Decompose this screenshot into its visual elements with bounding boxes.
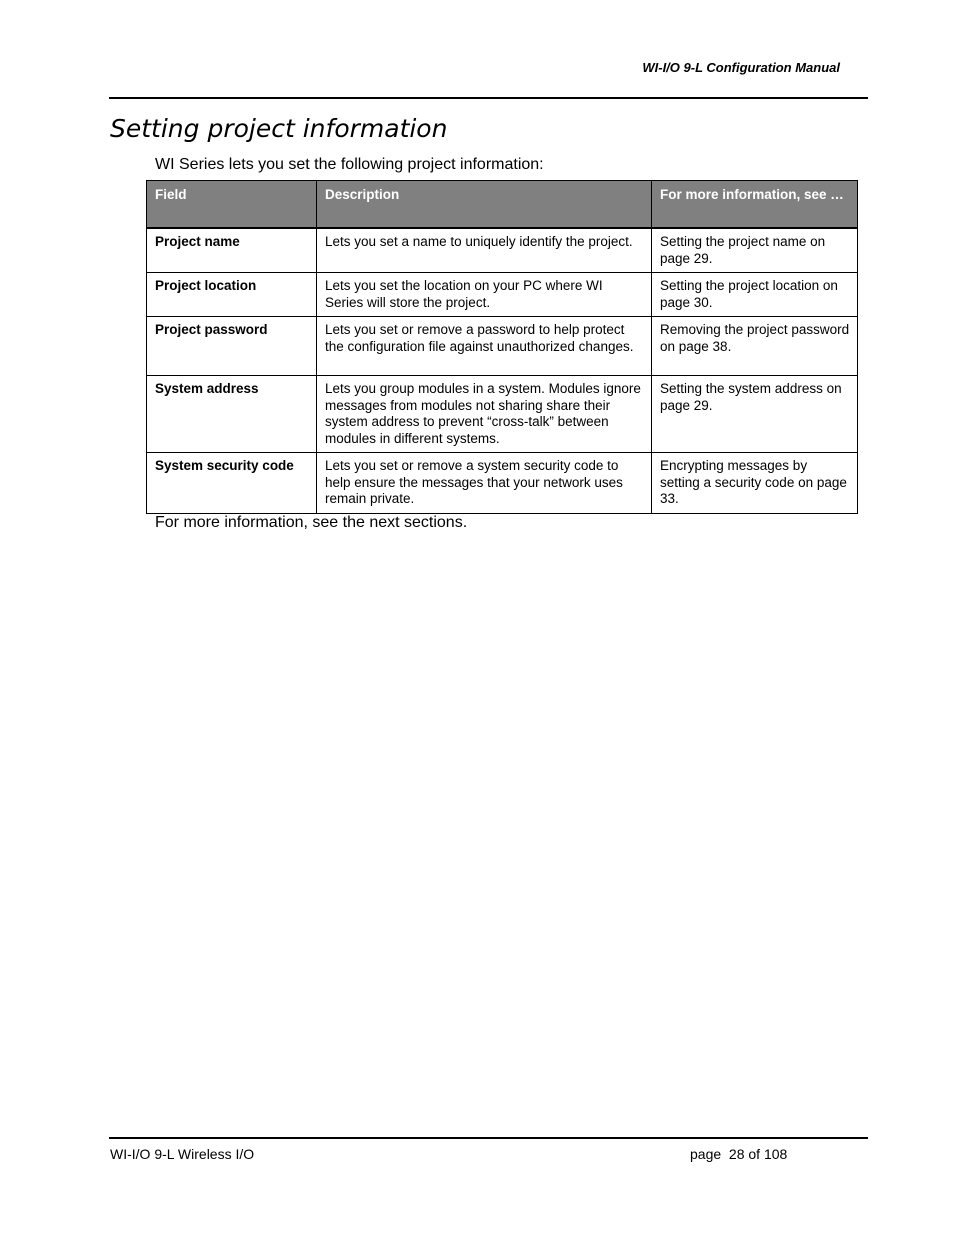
table-row — [147, 228, 858, 273]
footer-product-name: WI-I/O 9-L Wireless I/O — [110, 1146, 255, 1162]
column-header-more-info: For more information, see … — [652, 181, 858, 229]
field-cell: Project name — [147, 228, 317, 273]
table-row — [147, 376, 858, 453]
closing-paragraph: For more information, see the next sections. — [155, 514, 468, 531]
table-header-row — [147, 181, 858, 229]
column-header-description: Description — [317, 181, 652, 229]
footer-rule — [109, 1137, 868, 1139]
description-cell: Lets you group modules in a system. Modules ignore messages from modules not sharing share their system address to prevent “cross-talk” between modules in different systems. — [317, 376, 652, 453]
reference-cell: Setting the system address on page 29. — [652, 376, 858, 453]
table-row — [147, 273, 858, 317]
reference-cell: Encrypting messages by setting a security code on page 33. — [652, 453, 858, 514]
reference-cell: Removing the project password on page 38. — [652, 317, 858, 376]
field-cell: System security code — [147, 453, 317, 514]
column-header-field: Field — [147, 181, 317, 229]
project-info-table — [146, 180, 858, 514]
page-number: page 28 of 108 — [690, 1146, 788, 1162]
reference-cell: Setting the project location on page 30. — [652, 273, 858, 317]
field-cell: Project location — [147, 273, 317, 317]
intro-paragraph: WI Series lets you set the following project information: — [155, 156, 544, 173]
reference-cell: Setting the project name on page 29. — [652, 228, 858, 273]
description-cell: Lets you set or remove a system security code to help ensure the messages that your network uses remain private. — [317, 453, 652, 514]
description-cell: Lets you set the location on your PC where WI Series will store the project. — [317, 273, 652, 317]
description-cell: Lets you set or remove a password to help protect the configuration file against unauthorized changes. — [317, 317, 652, 376]
table-row — [147, 453, 858, 514]
running-header: WI-I/O 9-L Configuration Manual — [642, 60, 840, 75]
description-cell: Lets you set a name to uniquely identify the project. — [317, 228, 652, 273]
field-cell: System address — [147, 376, 317, 453]
page-title: Setting project information — [110, 114, 448, 143]
field-cell: Project password — [147, 317, 317, 376]
header-rule — [109, 97, 868, 99]
table-row — [147, 317, 858, 376]
